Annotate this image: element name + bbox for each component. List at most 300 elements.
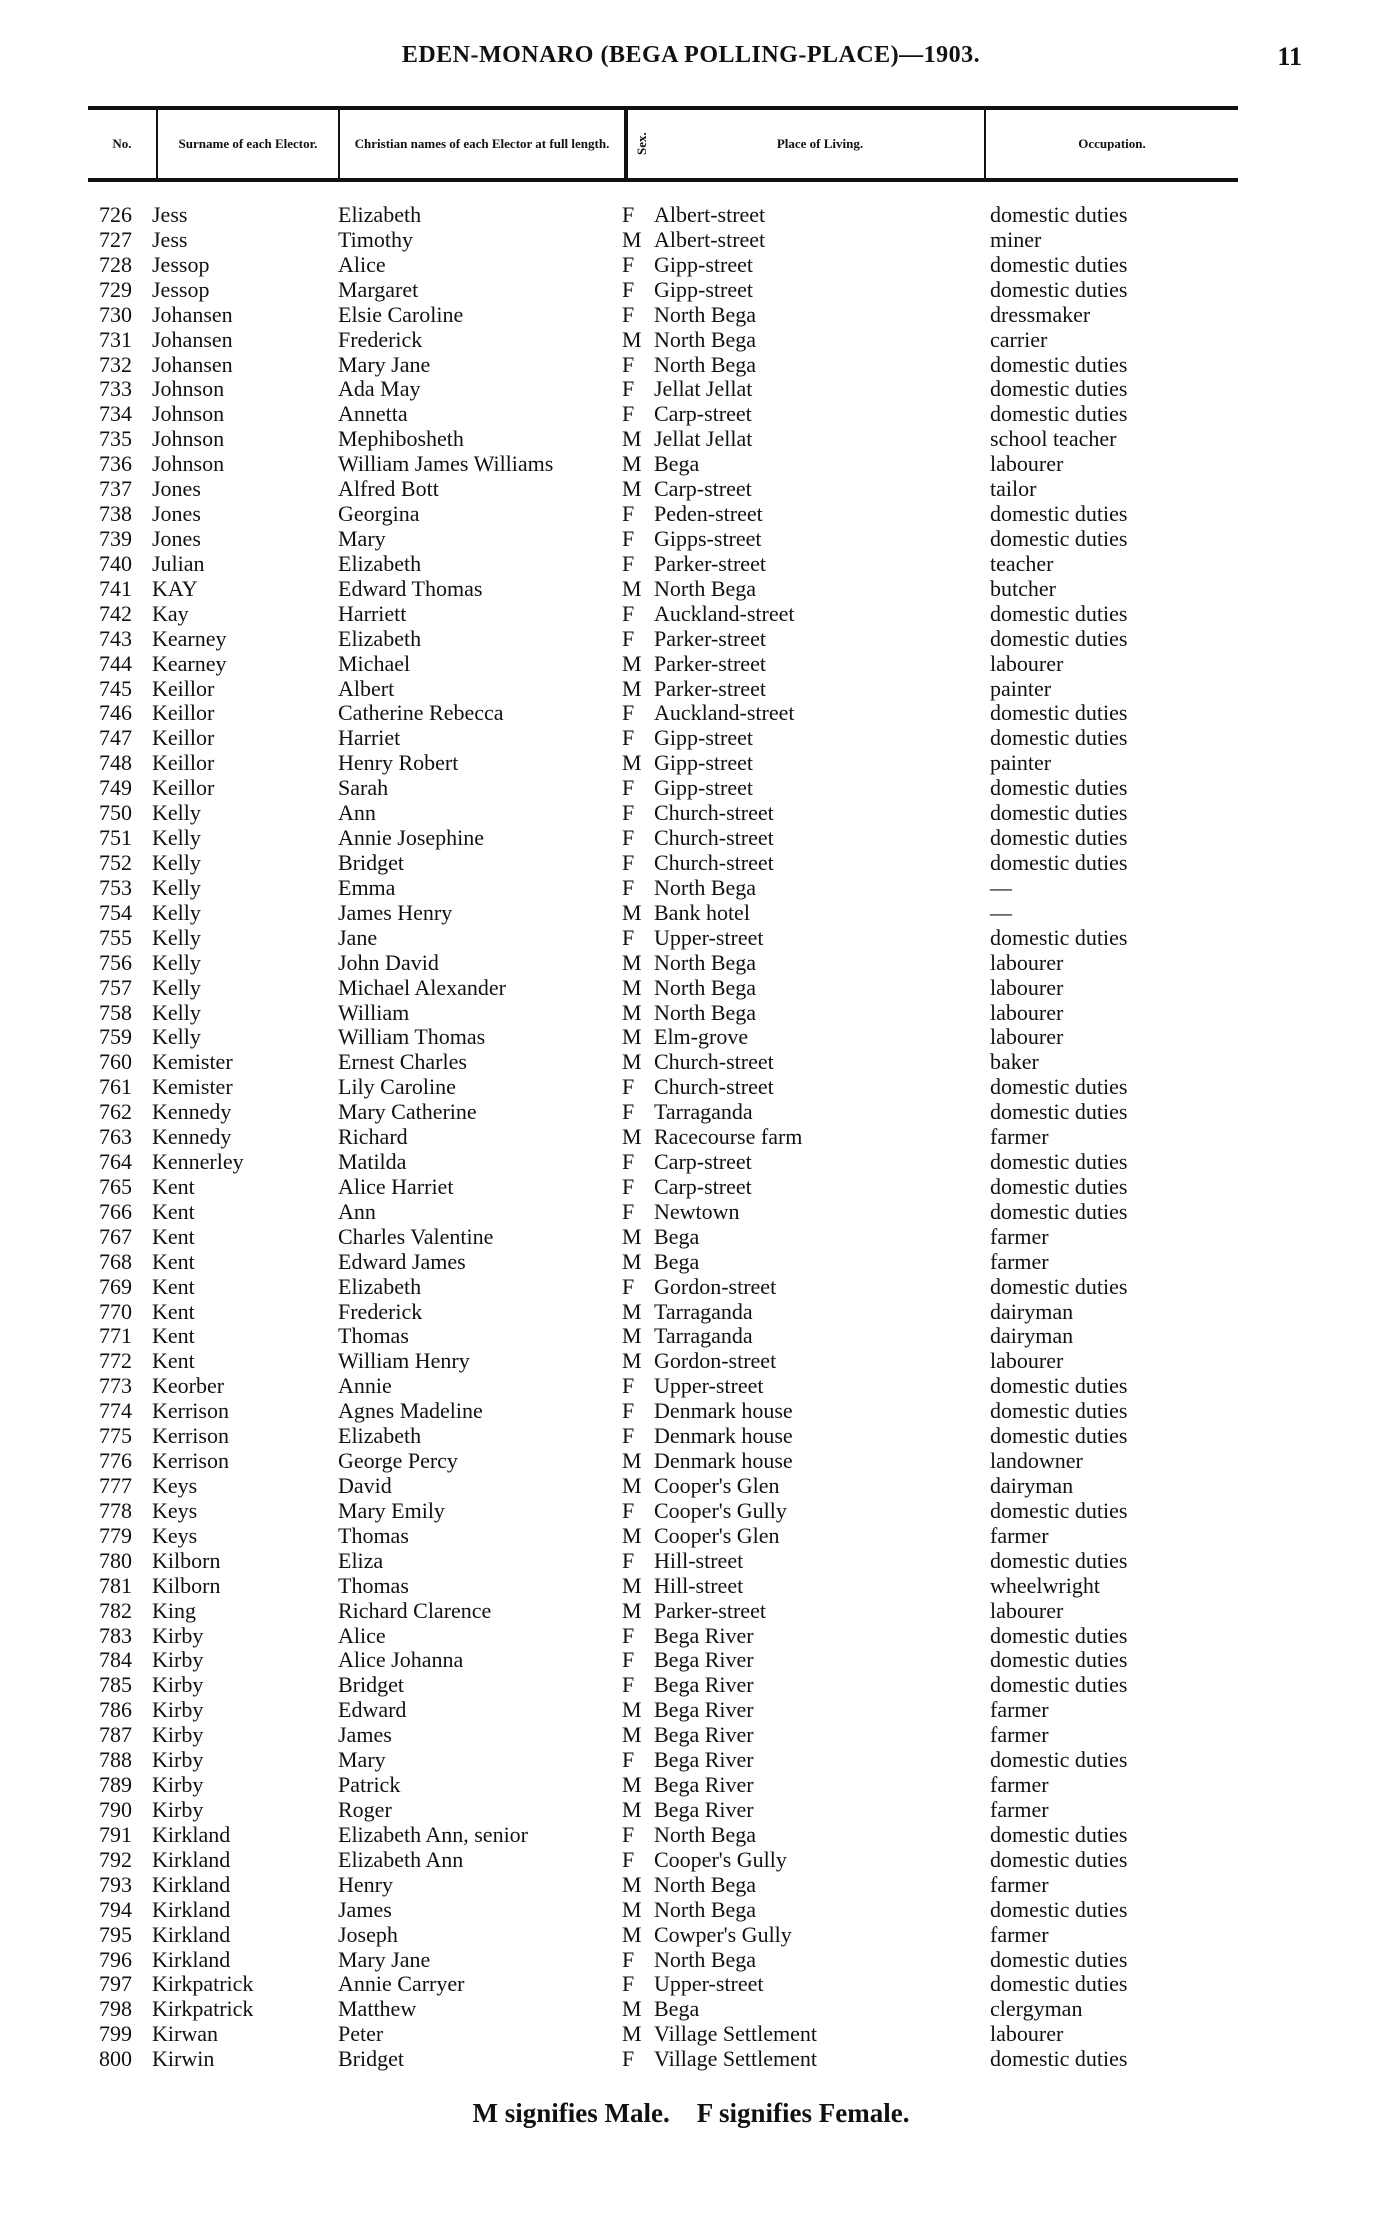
- elector-sex: M: [622, 1522, 642, 1548]
- table-row: [88, 1473, 1298, 1498]
- elector-christian-names: Catherine Rebecca: [338, 700, 504, 726]
- elector-place-of-living: Denmark house: [654, 1398, 793, 1424]
- elector-number: 761: [99, 1074, 132, 1100]
- elector-surname: Kirby: [152, 1672, 204, 1698]
- elector-surname: Kirby: [152, 1722, 204, 1748]
- elector-surname: Kennedy: [152, 1124, 232, 1150]
- table-row: [88, 202, 1298, 227]
- table-row: [88, 1847, 1298, 1872]
- elector-place-of-living: Upper-street: [654, 924, 764, 950]
- elector-sex: F: [622, 1398, 635, 1424]
- elector-surname: Kennedy: [152, 1099, 232, 1125]
- elector-number: 780: [99, 1547, 132, 1573]
- table-row: [88, 1897, 1298, 1922]
- elector-surname: Kent: [152, 1223, 195, 1249]
- elector-surname: Johansen: [152, 301, 233, 327]
- elector-place-of-living: Bega River: [654, 1697, 754, 1723]
- elector-sex: M: [622, 426, 642, 452]
- sex-legend: M signifies Male. F signifies Female.: [472, 2098, 910, 2128]
- elector-surname: Kemister: [152, 1074, 233, 1100]
- elector-sex: F: [622, 351, 635, 377]
- elector-place-of-living: Parker-street: [654, 550, 766, 576]
- elector-occupation: domestic duties: [990, 501, 1128, 527]
- elector-christian-names: Annetta: [338, 401, 408, 427]
- elector-surname: Johansen: [152, 326, 233, 352]
- elector-occupation: domestic duties: [990, 276, 1128, 302]
- elector-sex: F: [622, 1373, 635, 1399]
- elector-sex: F: [622, 1198, 635, 1224]
- elector-number: 742: [99, 600, 132, 626]
- elector-number: 774: [99, 1398, 132, 1424]
- elector-number: 749: [99, 775, 132, 801]
- elector-surname: Kelly: [152, 825, 201, 851]
- elector-sex: M: [622, 226, 642, 252]
- elector-occupation: domestic duties: [990, 1273, 1128, 1299]
- elector-surname: Kirby: [152, 1647, 204, 1673]
- elector-number: 784: [99, 1647, 132, 1673]
- elector-place-of-living: Parker-street: [654, 650, 766, 676]
- elector-sex: M: [622, 1124, 642, 1150]
- elector-surname: Johnson: [152, 376, 225, 402]
- table-row: [88, 1573, 1298, 1598]
- elector-christian-names: Mephibosheth: [338, 426, 464, 452]
- elector-occupation: farmer: [990, 1871, 1049, 1897]
- elector-occupation: domestic duties: [990, 1971, 1128, 1997]
- elector-sex: M: [622, 750, 642, 776]
- column-header-place: Place of Living.: [656, 110, 986, 178]
- elector-sex: M: [622, 1024, 642, 1050]
- elector-surname: Johnson: [152, 426, 225, 452]
- elector-occupation: tailor: [990, 476, 1037, 502]
- elector-surname: Kelly: [152, 849, 201, 875]
- elector-surname: Johnson: [152, 451, 225, 477]
- elector-place-of-living: Village Settlement: [654, 2021, 818, 2047]
- table-row: [88, 1398, 1298, 1423]
- elector-place-of-living: Tarraganda: [654, 1323, 753, 1349]
- table-row: [88, 1373, 1298, 1398]
- elector-sex: F: [622, 1821, 635, 1847]
- elector-surname: Johnson: [152, 401, 225, 427]
- elector-sex: F: [622, 1622, 635, 1648]
- elector-place-of-living: Carp-street: [654, 1173, 752, 1199]
- elector-occupation: domestic duties: [990, 1198, 1128, 1224]
- elector-place-of-living: Church-street: [654, 849, 774, 875]
- elector-sex: F: [622, 1099, 635, 1125]
- table-row: [88, 900, 1298, 925]
- elector-number: 768: [99, 1248, 132, 1274]
- elector-christian-names: Matilda: [338, 1149, 407, 1175]
- elector-occupation: labourer: [990, 1348, 1064, 1374]
- elector-surname: Kirwin: [152, 2046, 215, 2072]
- elector-sex: F: [622, 276, 635, 302]
- elector-christian-names: Eliza: [338, 1547, 384, 1573]
- elector-number: 732: [99, 351, 132, 377]
- elector-number: 792: [99, 1846, 132, 1872]
- elector-sex: F: [622, 1672, 635, 1698]
- table-row: [88, 1348, 1298, 1373]
- elector-christian-names: Elizabeth Ann, senior: [338, 1821, 529, 1847]
- elector-place-of-living: Parker-street: [654, 1597, 766, 1623]
- elector-place-of-living: Gipp-street: [654, 750, 753, 776]
- elector-number: 778: [99, 1497, 132, 1523]
- elector-christian-names: Agnes Madeline: [338, 1398, 483, 1424]
- elector-place-of-living: Upper-street: [654, 1971, 764, 1997]
- elector-occupation: —: [990, 899, 1012, 925]
- elector-christian-names: Elizabeth: [338, 202, 422, 227]
- column-header-occupation: Occupation.: [1078, 136, 1146, 151]
- elector-christian-names: Mary Jane: [338, 351, 431, 377]
- elector-number: 734: [99, 401, 132, 427]
- elector-occupation: domestic duties: [990, 1423, 1128, 1449]
- elector-christian-names: Mary Emily: [338, 1497, 445, 1523]
- table-row: [88, 501, 1298, 526]
- elector-occupation: labourer: [990, 974, 1064, 1000]
- elector-sex: M: [622, 1996, 642, 2022]
- elector-christian-names: Roger: [338, 1797, 392, 1822]
- elector-christian-names: Annie Carryer: [338, 1971, 465, 1997]
- elector-christian-names: Joseph: [338, 1921, 398, 1947]
- elector-place-of-living: Bega River: [654, 1672, 754, 1698]
- elector-christian-names: William Thomas: [338, 1024, 486, 1050]
- elector-surname: Kirkland: [152, 1871, 231, 1897]
- elector-place-of-living: North Bega: [654, 575, 757, 601]
- elector-surname: Julian: [152, 550, 205, 576]
- elector-place-of-living: North Bega: [654, 974, 757, 1000]
- elector-occupation: farmer: [990, 1522, 1049, 1548]
- elector-surname: Kirby: [152, 1622, 204, 1648]
- elector-sex: M: [622, 1697, 642, 1723]
- elector-christian-names: Michael Alexander: [338, 974, 506, 1000]
- elector-christian-names: Edward: [338, 1697, 407, 1723]
- elector-sex: F: [622, 849, 635, 875]
- table-row: [88, 1797, 1298, 1822]
- elector-sex: F: [622, 525, 635, 551]
- table-row: [88, 1922, 1298, 1947]
- elector-sex: F: [622, 1497, 635, 1523]
- elector-occupation: farmer: [990, 1722, 1049, 1748]
- elector-surname: Kent: [152, 1198, 195, 1224]
- elector-place-of-living: Carp-street: [654, 476, 752, 502]
- table-row: [88, 1448, 1298, 1473]
- elector-christian-names: Elizabeth: [338, 550, 422, 576]
- elector-number: 798: [99, 1996, 132, 2022]
- elector-number: 769: [99, 1273, 132, 1299]
- elector-occupation: butcher: [990, 575, 1056, 601]
- elector-occupation: domestic duties: [990, 849, 1128, 875]
- elector-surname: KAY: [152, 575, 198, 601]
- elector-occupation: landowner: [990, 1448, 1083, 1474]
- elector-occupation: farmer: [990, 1797, 1049, 1822]
- elector-number: 759: [99, 1024, 132, 1050]
- elector-sex: F: [622, 301, 635, 327]
- elector-christian-names: James Henry: [338, 899, 453, 925]
- elector-occupation: miner: [990, 226, 1042, 252]
- elector-christian-names: Thomas: [338, 1522, 409, 1548]
- elector-place-of-living: Bega River: [654, 1797, 754, 1822]
- table-row: [88, 1049, 1298, 1074]
- table-row: [88, 725, 1298, 750]
- elector-surname: Kelly: [152, 1024, 201, 1050]
- elector-place-of-living: Denmark house: [654, 1448, 793, 1474]
- elector-surname: Kirkland: [152, 1946, 231, 1972]
- table-row: [88, 800, 1298, 825]
- elector-occupation: labourer: [990, 2021, 1064, 2047]
- elector-occupation: school teacher: [990, 426, 1117, 452]
- elector-place-of-living: Auckland-street: [654, 600, 795, 626]
- elector-christian-names: Annie: [338, 1373, 392, 1399]
- elector-occupation: domestic duties: [990, 1373, 1128, 1399]
- elector-christian-names: Sarah: [338, 775, 389, 801]
- table-row: [88, 551, 1298, 576]
- elector-surname: Kent: [152, 1273, 195, 1299]
- elector-occupation: painter: [990, 675, 1052, 701]
- elector-sex: F: [622, 725, 635, 751]
- elector-sex: M: [622, 1597, 642, 1623]
- elector-surname: Kirby: [152, 1747, 204, 1773]
- elector-number: 748: [99, 750, 132, 776]
- elector-christian-names: John David: [338, 949, 439, 975]
- elector-sex: F: [622, 202, 635, 227]
- elector-christian-names: Elizabeth: [338, 625, 422, 651]
- elector-place-of-living: Elm-grove: [654, 1024, 749, 1050]
- elector-christian-names: George Percy: [338, 1448, 458, 1474]
- elector-occupation: domestic duties: [990, 1074, 1128, 1100]
- elector-sex: M: [622, 1049, 642, 1075]
- elector-sex: F: [622, 1149, 635, 1175]
- table-row: [88, 1598, 1298, 1623]
- elector-sex: F: [622, 1423, 635, 1449]
- elector-occupation: domestic duties: [990, 700, 1128, 726]
- elector-sex: F: [622, 1173, 635, 1199]
- elector-number: 779: [99, 1522, 132, 1548]
- elector-sex: M: [622, 326, 642, 352]
- elector-place-of-living: Church-street: [654, 800, 774, 826]
- elector-number: 730: [99, 301, 132, 327]
- elector-christian-names: Annie Josephine: [338, 825, 485, 851]
- table-row: [88, 1996, 1298, 2021]
- table-row: [88, 1947, 1298, 1972]
- elector-number: 765: [99, 1173, 132, 1199]
- table-row: [88, 376, 1298, 401]
- elector-surname: Keillor: [152, 725, 215, 751]
- elector-place-of-living: Cooper's Glen: [654, 1522, 780, 1548]
- elector-number: 726: [99, 202, 132, 227]
- elector-number: 766: [99, 1198, 132, 1224]
- elector-place-of-living: Parker-street: [654, 675, 766, 701]
- elector-place-of-living: Denmark house: [654, 1423, 793, 1449]
- elector-sex: F: [622, 800, 635, 826]
- elector-sex: M: [622, 999, 642, 1025]
- elector-occupation: domestic duties: [990, 401, 1128, 427]
- elector-place-of-living: Gipps-street: [654, 525, 762, 551]
- elector-sex: F: [622, 825, 635, 851]
- elector-occupation: domestic duties: [990, 1647, 1128, 1673]
- elector-surname: Keillor: [152, 750, 215, 776]
- elector-christian-names: Edward James: [338, 1248, 466, 1274]
- elector-number: 764: [99, 1149, 132, 1175]
- elector-occupation: domestic duties: [990, 1946, 1128, 1972]
- elector-surname: Kilborn: [152, 1547, 221, 1573]
- elector-christian-names: Harriet: [338, 725, 401, 751]
- elector-occupation: domestic duties: [990, 1547, 1128, 1573]
- elector-surname: Jessop: [152, 276, 210, 302]
- column-header-surname: Surname of each Elector.: [158, 110, 340, 178]
- elector-number: 737: [99, 476, 132, 502]
- elector-surname: Kelly: [152, 999, 201, 1025]
- elector-surname: Kirby: [152, 1797, 204, 1822]
- elector-occupation: labourer: [990, 1024, 1064, 1050]
- elector-christian-names: Matthew: [338, 1996, 417, 2022]
- table-row: [88, 1024, 1298, 1049]
- elector-christian-names: Alice Harriet: [338, 1173, 454, 1199]
- elector-place-of-living: North Bega: [654, 301, 757, 327]
- table-row: [88, 850, 1298, 875]
- elector-sex: F: [622, 600, 635, 626]
- elector-surname: Kirkpatrick: [152, 1971, 254, 1997]
- elector-christian-names: Richard: [338, 1124, 408, 1150]
- elector-number: 738: [99, 501, 132, 527]
- elector-occupation: domestic duties: [990, 1747, 1128, 1773]
- elector-sex: F: [622, 1846, 635, 1872]
- table-row: [88, 1224, 1298, 1249]
- elector-number: 783: [99, 1622, 132, 1648]
- table-row: [88, 277, 1298, 302]
- elector-sex: M: [622, 675, 642, 701]
- elector-number: 745: [99, 675, 132, 701]
- elector-surname: Kent: [152, 1323, 195, 1349]
- elector-occupation: labourer: [990, 949, 1064, 975]
- elector-place-of-living: Jellat Jellat: [654, 426, 753, 452]
- elector-sex: F: [622, 924, 635, 950]
- elector-occupation: domestic duties: [990, 1896, 1128, 1922]
- elector-number: 753: [99, 874, 132, 900]
- elector-christian-names: Henry Robert: [338, 750, 459, 776]
- elector-christian-names: David: [338, 1473, 392, 1499]
- table-row: [88, 775, 1298, 800]
- table-row: [88, 1623, 1298, 1648]
- elector-number: 776: [99, 1448, 132, 1474]
- elector-number: 731: [99, 326, 132, 352]
- elector-number: 771: [99, 1323, 132, 1349]
- elector-surname: Keillor: [152, 700, 215, 726]
- elector-list: [88, 202, 1298, 2071]
- table-row: [88, 700, 1298, 725]
- elector-christian-names: Richard Clarence: [338, 1597, 492, 1623]
- elector-sex: F: [622, 550, 635, 576]
- elector-occupation: domestic duties: [990, 600, 1128, 626]
- elector-number: 751: [99, 825, 132, 851]
- column-header-sex: Sex.: [626, 110, 656, 178]
- elector-christian-names: Georgina: [338, 501, 420, 527]
- table-row: [88, 750, 1298, 775]
- elector-christian-names: Mary Jane: [338, 1946, 431, 1972]
- elector-sex: M: [622, 1473, 642, 1499]
- elector-number: 757: [99, 974, 132, 1000]
- elector-sex: M: [622, 650, 642, 676]
- elector-sex: F: [622, 2046, 635, 2072]
- elector-surname: Kent: [152, 1173, 195, 1199]
- elector-place-of-living: Church-street: [654, 825, 774, 851]
- elector-place-of-living: Jellat Jellat: [654, 376, 753, 402]
- elector-sex: M: [622, 1572, 642, 1598]
- elector-place-of-living: Newtown: [654, 1198, 740, 1224]
- table-row: [88, 1000, 1298, 1025]
- elector-occupation: domestic duties: [990, 1149, 1128, 1175]
- elector-sex: M: [622, 2021, 642, 2047]
- elector-surname: Kirby: [152, 1772, 204, 1798]
- table-row: [88, 1274, 1298, 1299]
- elector-number: 747: [99, 725, 132, 751]
- elector-surname: Jess: [152, 226, 188, 252]
- elector-place-of-living: Cooper's Gully: [654, 1497, 787, 1523]
- elector-number: 752: [99, 849, 132, 875]
- elector-occupation: domestic duties: [990, 1398, 1128, 1424]
- table-row: [88, 925, 1298, 950]
- elector-surname: Jones: [152, 476, 201, 502]
- elector-sex: F: [622, 251, 635, 277]
- elector-place-of-living: Bega: [654, 1996, 700, 2022]
- elector-occupation: domestic duties: [990, 1846, 1128, 1872]
- elector-number: 741: [99, 575, 132, 601]
- elector-sex: F: [622, 376, 635, 402]
- table-row: [88, 327, 1298, 352]
- elector-occupation: teacher: [990, 550, 1054, 576]
- elector-christian-names: Thomas: [338, 1572, 409, 1598]
- elector-christian-names: Frederick: [338, 1298, 423, 1324]
- elector-occupation: labourer: [990, 650, 1064, 676]
- elector-christian-names: Ann: [338, 800, 376, 826]
- elector-number: 733: [99, 376, 132, 402]
- elector-place-of-living: Bega: [654, 451, 700, 477]
- elector-christian-names: James: [338, 1896, 392, 1922]
- elector-number: 788: [99, 1747, 132, 1773]
- elector-place-of-living: Bega: [654, 1248, 700, 1274]
- elector-christian-names: William: [338, 999, 410, 1025]
- elector-christian-names: Elizabeth: [338, 1273, 422, 1299]
- elector-number: 797: [99, 1971, 132, 1997]
- elector-christian-names: Thomas: [338, 1323, 409, 1349]
- table-row: [88, 1249, 1298, 1274]
- elector-place-of-living: North Bega: [654, 949, 757, 975]
- elector-number: 729: [99, 276, 132, 302]
- elector-christian-names: Margaret: [338, 276, 419, 302]
- elector-occupation: domestic duties: [990, 1672, 1128, 1698]
- elector-surname: Kerrison: [152, 1423, 229, 1449]
- elector-number: 800: [99, 2046, 132, 2072]
- elector-number: 736: [99, 451, 132, 477]
- elector-place-of-living: Tarraganda: [654, 1298, 753, 1324]
- elector-sex: M: [622, 1298, 642, 1324]
- elector-sex: M: [622, 1223, 642, 1249]
- elector-place-of-living: Cooper's Gully: [654, 1846, 787, 1872]
- elector-number: 790: [99, 1797, 132, 1822]
- elector-sex: M: [622, 1871, 642, 1897]
- table-row: [88, 1174, 1298, 1199]
- table-row: [88, 1548, 1298, 1573]
- elector-sex: F: [622, 401, 635, 427]
- table-row: [88, 1074, 1298, 1099]
- elector-christian-names: Elsie Caroline: [338, 301, 464, 327]
- elector-surname: Keillor: [152, 675, 215, 701]
- elector-occupation: dairyman: [990, 1298, 1074, 1324]
- elector-surname: Kent: [152, 1298, 195, 1324]
- elector-number: 772: [99, 1348, 132, 1374]
- table-row: [88, 626, 1298, 651]
- table-row: [88, 1822, 1298, 1847]
- table-row: [88, 601, 1298, 626]
- elector-surname: Kearney: [152, 650, 227, 676]
- elector-occupation: domestic duties: [990, 775, 1128, 801]
